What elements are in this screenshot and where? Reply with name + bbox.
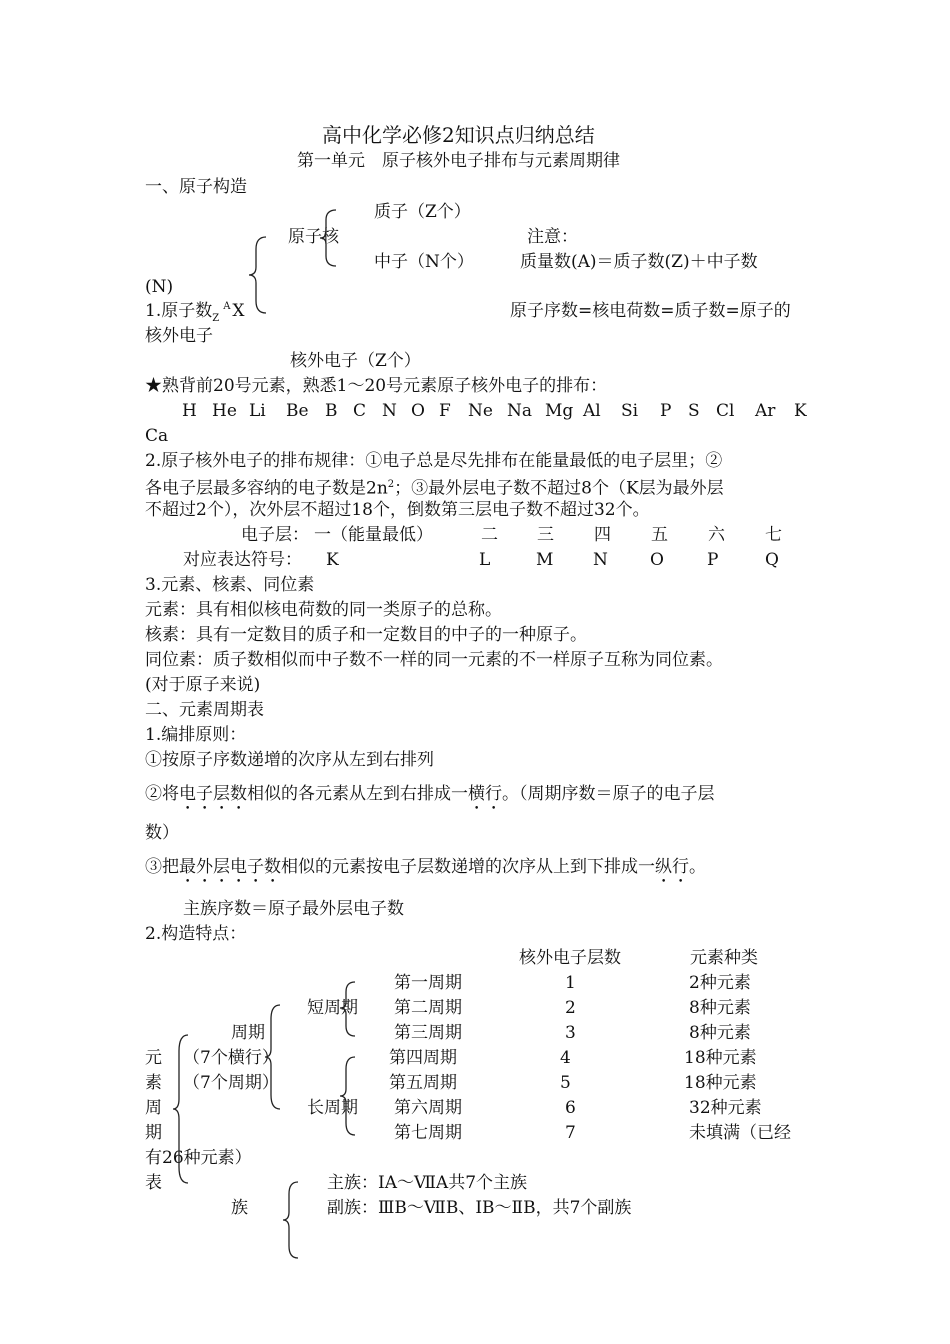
list-item: Cl <box>716 401 735 421</box>
proton-label: 质子（Z个） <box>374 202 471 222</box>
group-label: 族 <box>231 1198 248 1218</box>
definition-nuclide: 核素：具有一定数目的质子和一定数目的中子的一种原子。 <box>145 625 587 645</box>
shell-symbol: N <box>593 550 608 570</box>
atomic-number-equation-continued: 核外电子 <box>145 326 213 346</box>
arrangement-rule-line-2: 各电子层最多容纳的电子数是$2n^2$；③最外层电子数不超过8个（K层为最外层 <box>145 478 724 499</box>
list-item: N <box>382 401 397 421</box>
shell-name: 五 <box>651 525 668 545</box>
section-element-nuclide-isotope: 3.元素、核素、同位素 <box>145 575 315 595</box>
table-label-char: 元 <box>145 1048 162 1068</box>
list-item: H <box>182 401 197 421</box>
shell-symbol: O <box>650 550 664 570</box>
unit-heading: 第一单元 原子核外电子排布与元素周期律 <box>297 151 620 171</box>
list-item: Be <box>286 401 309 421</box>
atomic-number-equation: 原子序数=核电荷数=质子数=原子的 <box>510 301 791 321</box>
nucleus-label: 原子核 <box>288 227 339 247</box>
atom-symbol-line <box>145 301 245 324</box>
period-brace <box>262 1003 286 1111</box>
shell-name: 六 <box>708 525 725 545</box>
table-row: 第一周期 1 2种元素 <box>394 973 751 993</box>
shell-symbol: P <box>707 550 719 570</box>
table-row: 第七周期 7 未填满（已经 <box>394 1123 791 1143</box>
list-item: Li <box>249 401 266 421</box>
mass-number-equation: 质量数(A)＝质子数(Z)＋中子数 <box>520 252 758 272</box>
row-7-continued: 有26种元素） <box>145 1148 252 1168</box>
table-row: 第三周期 3 8种元素 <box>394 1023 751 1043</box>
list-item: Al <box>583 401 601 421</box>
atom-brace <box>246 235 270 315</box>
list-item: S <box>688 401 700 421</box>
list-item: P <box>660 401 672 421</box>
list-item: B <box>325 401 338 421</box>
shell-name: 四 <box>594 525 611 545</box>
long-period-brace <box>337 1055 361 1137</box>
shell-name: 一（能量最低） <box>314 525 433 545</box>
column-header-kinds: 元素种类 <box>690 948 758 968</box>
list-item: Si <box>621 401 639 421</box>
group-brace <box>280 1180 304 1260</box>
principle-2: ②将电子层数相似的各元素从左到右排成一横行。（周期序数＝原子的电子层 <box>145 784 715 804</box>
definition-isotope-note: (对于原子来说) <box>145 675 261 695</box>
nucleus-brace <box>318 208 342 268</box>
electron-label: 核外电子（Z个） <box>290 351 421 371</box>
shell-label: 电子层： <box>241 525 309 545</box>
list-item: K <box>794 401 807 421</box>
atomic-number-subscript: Z <box>212 313 220 324</box>
list-item: F <box>439 401 451 421</box>
table-label-char: 素 <box>145 1073 162 1093</box>
long-period-label: 长周期 <box>307 1098 358 1118</box>
memorize-note: ★熟背前20号元素，熟悉1～20号元素原子核外电子的排布： <box>145 376 608 396</box>
list-item: Ne <box>468 401 493 421</box>
definition-isotope: 同位素：质子数相似而中子数不一样的同一元素的不一样原子互称为同位素。 <box>145 650 723 670</box>
shell-name: 三 <box>537 525 554 545</box>
shell-symbol: L <box>479 550 491 570</box>
section-periodic-table: 二、元素周期表 <box>145 700 264 720</box>
principle-2-continued: 数） <box>145 823 179 843</box>
arrangement-rule-line-3: 不超过2个），次外层不超过18个，倒数第三层电子数不超过32个。 <box>145 500 650 520</box>
shell-symbol: Q <box>765 550 779 570</box>
table-row: 第二周期 2 8种元素 <box>394 998 751 1018</box>
periodic-table-brace <box>170 1033 194 1185</box>
note-label: 注意： <box>527 227 578 247</box>
shell-symbol-label: 对应表达符号： <box>183 550 302 570</box>
mass-number-superscript: A <box>223 301 231 312</box>
table-row: 第六周期 6 32种元素 <box>394 1098 762 1118</box>
list-item: Na <box>507 401 533 421</box>
shell-name: 七 <box>765 525 782 545</box>
neutron-label: 中子（N个） <box>374 252 474 272</box>
atom-label: 1.原子数 <box>145 301 213 321</box>
principle-1: ①按原子序数递增的次序从左到右排列 <box>145 750 434 770</box>
list-item: C <box>353 401 367 421</box>
sub-group-line: 副族：ⅢB～ⅦB、ⅠB～ⅡB，共7个副族 <box>327 1198 632 1218</box>
horizontal-rows-label: （7个横行） <box>183 1048 279 1068</box>
shell-names-row <box>0 525 950 545</box>
table-label-char: 周 <box>145 1098 162 1118</box>
table-label-char: 表 <box>145 1173 162 1193</box>
short-period-label: 短周期 <box>307 998 358 1018</box>
mass-equation-continued: (N) <box>145 277 174 297</box>
main-group-line: 主族：ⅠA～ⅦA共7个主族 <box>327 1173 528 1193</box>
element-list <box>0 401 950 421</box>
shell-symbols-row <box>0 550 950 570</box>
short-period-brace <box>337 980 361 1038</box>
element-list-continued: Ca <box>145 426 169 446</box>
table-label-char: 期 <box>145 1123 162 1143</box>
period-label: 周期 <box>231 1023 265 1043</box>
column-header-shells: 核外电子层数 <box>519 948 621 968</box>
section-atom-structure: 一、原子构造 <box>145 177 247 197</box>
main-group-equation: 主族序数＝原子最外层电子数 <box>183 899 404 919</box>
shell-name: 二 <box>481 525 498 545</box>
table-row: 第五周期 5 18种元素 <box>389 1073 757 1093</box>
principle-heading: 1.编排原则： <box>145 725 247 745</box>
shell-symbol: K <box>326 550 339 570</box>
arrangement-rule-line-1: 2.原子核外电子的排布规律：①电子总是尽先排布在能量最低的电子层里；② <box>145 451 723 471</box>
table-row: 第四周期 4 18种元素 <box>389 1048 757 1068</box>
list-item: O <box>411 401 425 421</box>
shell-symbol: M <box>536 550 554 570</box>
definition-element: 元素：具有相似核电荷数的同一类原子的总称。 <box>145 600 502 620</box>
list-item: Mg <box>545 401 574 421</box>
page-title: 高中化学必修2知识点归纳总结 <box>322 123 595 147</box>
period-count-label: （7个周期） <box>183 1073 279 1093</box>
structure-heading: 2.构造特点： <box>145 924 247 944</box>
list-item: He <box>212 401 237 421</box>
list-item: Ar <box>755 401 776 421</box>
element-symbol: X <box>232 301 245 321</box>
principle-3: ③把最外层电子数相似的元素按电子层数递增的次序从上到下排成一纵行。 <box>145 857 706 877</box>
